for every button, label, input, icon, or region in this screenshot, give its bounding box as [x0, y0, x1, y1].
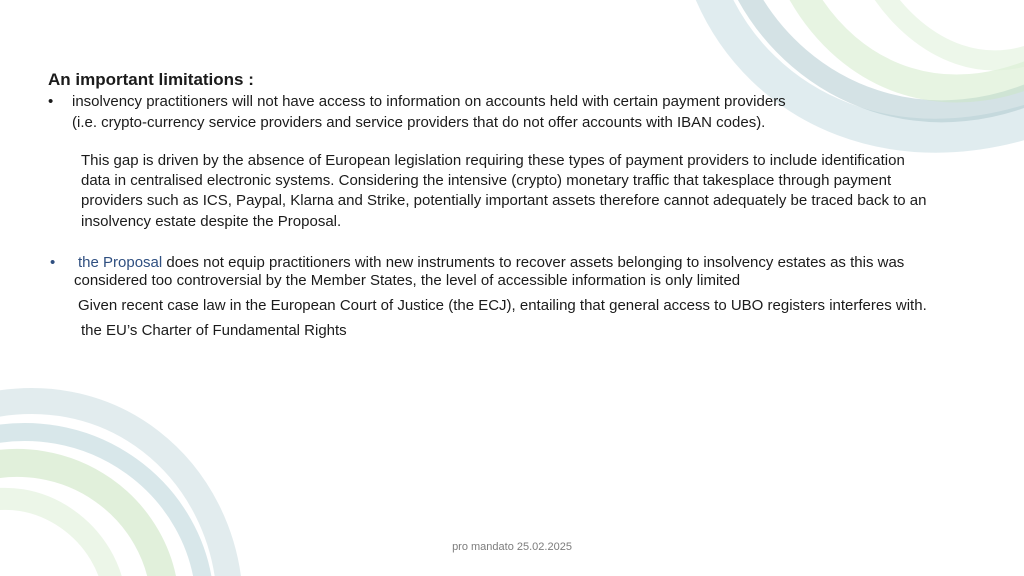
paragraph-line: providers such as ICS, Paypal, Klarna and Strike, potentially important assets therefore cannot adequately be traced back to an [81, 192, 927, 209]
bullet-marker: • [48, 93, 54, 110]
bullet2-line2: considered too controversial by the Member States, the level of accessible information is only limited [74, 272, 741, 289]
bullet1-line2: (i.e. crypto-currency service providers and service providers that do not offer accounts with IBAN codes). [72, 114, 766, 131]
bullet1-line1: insolvency practitioners will not have access to information on accounts held with certain payment providers [72, 93, 786, 110]
footer-text: pro mandato 25.02.2025 [452, 541, 572, 553]
bullet2-line1-text: does not equip practitioners with new instruments to recover assets belonging to insolvency estates as this was [162, 254, 905, 271]
paragraph-line: data in centralised electronic systems. Considering the intensive (crypto) monetary traffic that takesplace through payment [81, 172, 892, 189]
bullet-marker: • [50, 254, 56, 271]
paragraph-line: insolvency estate despite the Proposal. [81, 213, 342, 230]
paragraph-line: This gap is driven by the absence of European legislation requiring these types of payment providers to include identification [81, 152, 905, 169]
slide-heading: An important limitations : [48, 70, 254, 89]
bullet2-line1 [78, 253, 904, 273]
proposal-link[interactable]: the Proposal [78, 254, 163, 271]
case-law-line: Given recent case law in the European Court of Justice (the ECJ), entailing that general access to UBO registers interferes with. [78, 297, 927, 314]
charter-line: the EU’s Charter of Fundamental Rights [81, 322, 347, 339]
